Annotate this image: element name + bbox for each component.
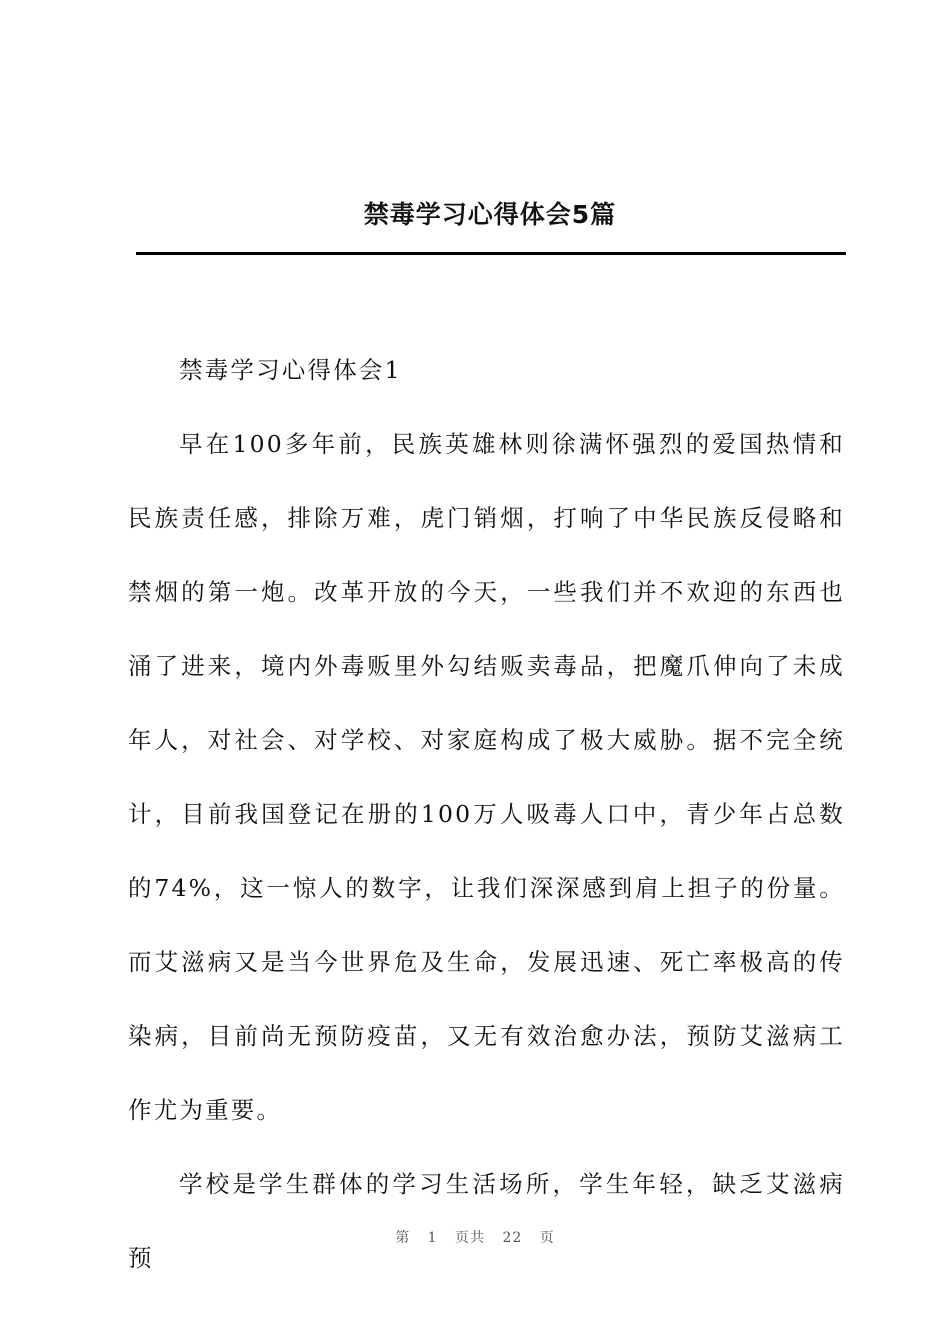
title-divider [136,252,846,255]
document-body [128,333,845,1295]
section-heading: 禁毒学习心得体会1 [179,356,402,384]
footer-page-label: 第 [395,1230,411,1246]
page-footer [0,1227,950,1247]
footer-of-label: 页共 [455,1230,486,1246]
footer-current-page: 1 [427,1230,438,1246]
body-paragraph: 早在100多年前，民族英雄林则徐满怀强烈的爱国热情和民族责任感，排除万难，虎门销烟，打响了中华民族反侵略和禁烟的第一炮。改革开放的今天，一些我们并不欢迎的东西也涌了进来，境内外毒贩里外勾结贩卖毒品，把魔爪伸向了未成年人，对社会、对学校、对家庭构成了极大威胁。据不完全统计，目前我国登记在册的100万人吸毒人口中，青少年占总数的74%，这一惊人的数字，让我们深深感到肩上担子的份量。而艾滋病又是当今世界危及生命，发展迅速、死亡率极高的传染病，目前尚无预防疫苗，又无有效治愈办法，预防艾滋病工作尤为重要。 [128,430,845,1124]
document-title: 禁毒学习心得体会5篇 [363,200,617,229]
footer-pages-label: 页 [539,1230,555,1246]
body-paragraph: 学校是学生群体的学习生活场所，学生年轻，缺乏艾滋病预 [128,1170,845,1272]
footer-total-pages: 22 [502,1230,523,1246]
